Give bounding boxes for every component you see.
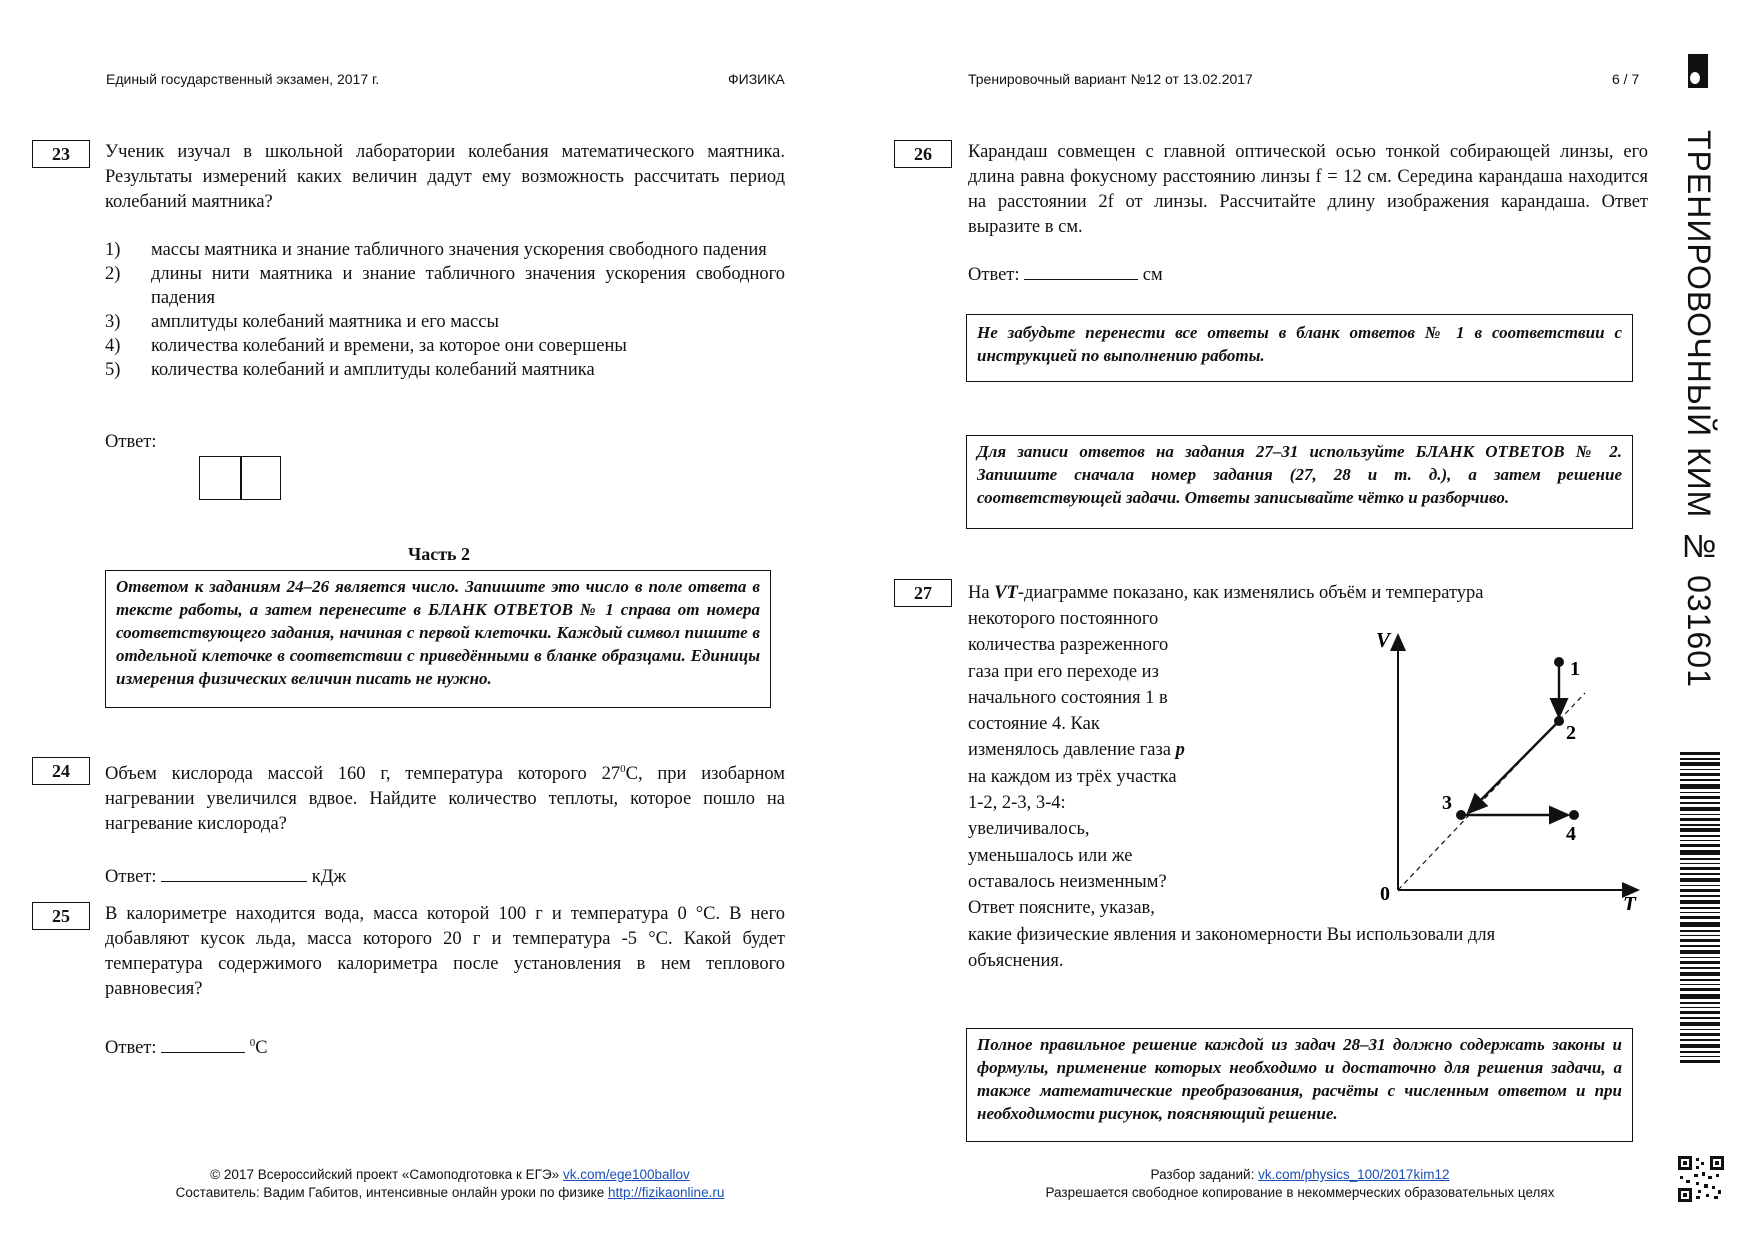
task-23-answer-label: Ответ: (105, 432, 157, 452)
task-24-answer: Ответ: кДж (105, 864, 346, 888)
option-4: 4) количества колебаний и времени, за которое они совершены (105, 336, 627, 356)
task-23-text: Ученик изучал в школьной лаборатории колебания математического маятника. Результаты измерений каких величин дадут ему возможность рассчитать период колебаний маятника? (105, 142, 785, 212)
task-23-options (105, 238, 785, 382)
answer-sheet-2-note: Для записи ответов на задания 27–31 используйте БЛАНК ОТВЕТОВ № 2. Запишите сначала номер задания (27, 28 и т. д.), а затем решение соответствующей задачи. Ответы записывайте чётко и разборчиво. (966, 435, 1633, 529)
task-27-line-1: На VT-диаграмме показано, как изменялись объём и температура (968, 583, 1484, 603)
task-number-24: 24 (32, 757, 90, 785)
footer-link-fizikaonline[interactable]: http://fizikaonline.ru (608, 1185, 725, 1200)
part-2-instruction: Ответом к заданиям 24–26 является число. Запишите это число в поле ответа в тексте работы, а затем перенесите в БЛАНК ОТВЕТОВ № 1 справа от номера соответствующего задания, начиная с первой клеточки. Каждый символ пишите в отдельной клеточке в соответствии с приведёнными в бланке образцами. Единицы измерения физических величин писать не нужно. (105, 570, 771, 708)
task-24-text: Объем кислорода массой 160 г, температура которого $27^0С$, при изобарном нагревании увеличился вдвое. Найдите количество теплоты, которое пошло на нагревание кислорода? (105, 763, 785, 835)
task-25-text: В калориметре находится вода, масса которой 100 г и температура 0 °С. В него добавляют кусок льда, масса которого 20 г и температура -5 °С. Какой будет температура содержимого калориметра после установления в нем теплового равновесия? (105, 904, 785, 999)
task-23-answer-cells[interactable] (199, 456, 281, 500)
point-3-label: 3 (1442, 792, 1452, 814)
barcode (1680, 752, 1730, 1102)
full-solution-note: Полное правильное решение каждой из задач 28–31 должно содержать законы и формулы, применение которых необходимо и достаточно для решения задачи, а также математические преобразования, расчёты с численным ответом и при необходимости рисунок, поясняющий решение. (966, 1028, 1633, 1142)
point-1 (1554, 657, 1564, 667)
qr-code (1678, 1156, 1724, 1202)
task-25-answer-line[interactable] (161, 1035, 245, 1053)
process-2-3 (1468, 721, 1559, 813)
axis-t-label: T (1623, 892, 1636, 910)
option-1: 1) массы маятника и знание табличного значения ускорения свободного падения (105, 240, 767, 260)
point-2-label: 2 (1566, 722, 1576, 744)
footer-left: © 2017 Всероссийский проект «Самоподготовка к ЕГЭ» vk.com/ege100ballov Составитель: Вадим Габитов, интенсивные онлайн уроки по физике http://fizikaonline.ru (175, 1167, 725, 1200)
point-4 (1569, 810, 1579, 820)
vt-diagram (1370, 625, 1650, 910)
header-subject: ФИЗИКА (728, 71, 785, 87)
task-24-answer-line[interactable] (161, 864, 307, 882)
point-2 (1554, 716, 1564, 726)
task-number-25: 25 (32, 902, 90, 930)
task-number-27: 27 (894, 579, 952, 607)
header-exam-title: Единый государственный экзамен, 2017 г. (106, 71, 380, 87)
point-1-label: 1 (1570, 658, 1580, 680)
part-2-title: Часть 2 (408, 544, 471, 564)
point-3 (1456, 810, 1466, 820)
task-number-26: 26 (894, 140, 952, 168)
footer-link-physics100[interactable]: vk.com/physics_100/2017kim12 (1258, 1167, 1450, 1182)
task-27-text: некоторого постоянного количества разреженного газа при его переходе из начального состояния 1 в состояние 4. Как изменялось давление газа p на каждом из трёх участка 1-2, 2-3, 3-4: увеличивалось, уменьшалось или же оставалось неизменным? Ответ поясните, указав, (968, 609, 1185, 919)
origin-label: 0 (1380, 883, 1390, 905)
task-26-text: Карандаш совмещен с главной оптической осью тонкой собирающей линзы, его длина равна фокусному расстоянию линзы f = 12 см. Середина карандаша находится на расстоянии 2f от линзы. Рассчитайте длину изображения карандаша. Ответ выразите в см. (968, 142, 1648, 237)
footer-right: Разбор заданий: vk.com/physics_100/2017kim12 Разрешается свободное копирование в некоммерческих образовательных целях (1045, 1167, 1555, 1200)
task-26-answer-line[interactable] (1024, 262, 1138, 280)
header-page-number: 6 / 7 (1612, 71, 1640, 87)
footer-link-ege100ballov[interactable]: vk.com/ege100ballov (562, 1167, 690, 1182)
task-26-answer: Ответ: см (968, 262, 1163, 286)
task-25-answer: Ответ: $^0$С (105, 1036, 268, 1058)
option-3: 3) амплитуды колебаний маятника и его массы (105, 312, 499, 332)
corner-marker (1688, 54, 1708, 88)
transfer-answers-note: Не забудьте перенести все ответы в бланк ответов № 1 в соответствии с инструкцией по выполнению работы. (966, 314, 1633, 382)
axis-v-label: V (1376, 628, 1391, 652)
point-4-label: 4 (1566, 823, 1576, 845)
task-number-23: 23 (32, 140, 90, 168)
vertical-kim-title: ТРЕНИРОВОЧНЫЙ КИМ № 031601 (1681, 130, 1717, 688)
option-5: 5) количества колебаний и амплитуды колебаний маятника (105, 360, 595, 380)
option-2: 2) длины нити маятника и знание табличного значения ускорения свободного падения (105, 264, 785, 308)
task-27-text-tail: какие физические явления и закономерности Вы использовали для объяснения. (968, 925, 1496, 971)
header-variant: Тренировочный вариант №12 от 13.02.2017 (968, 71, 1253, 87)
